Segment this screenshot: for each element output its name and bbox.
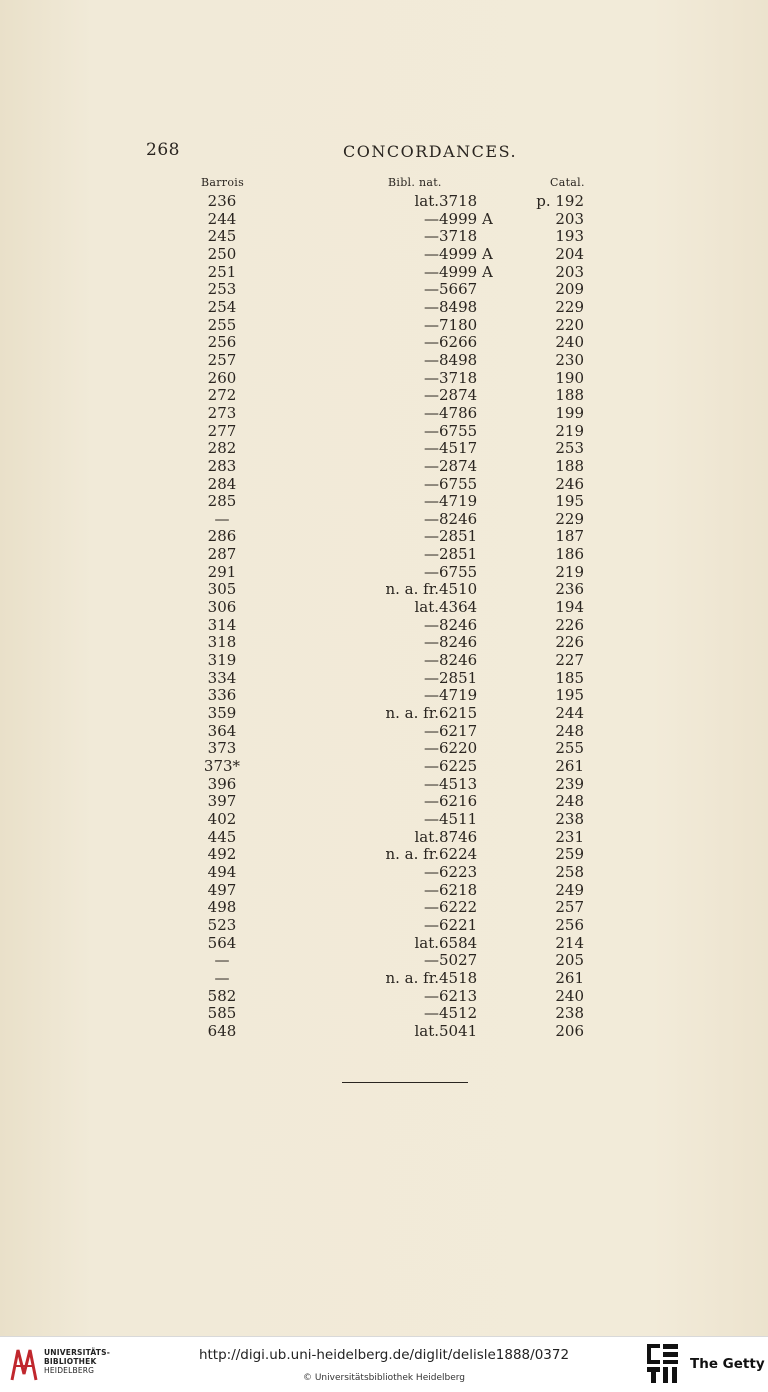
manuscript-number-cell: 6266	[439, 333, 478, 352]
manuscript-number-cell: 4510	[439, 580, 478, 599]
manuscript-number-cell: 4999 A	[439, 244, 493, 263]
table-row	[190, 193, 584, 211]
fonds-cell: n. a. fr.	[385, 968, 439, 987]
barrois-cell: 585	[207, 1004, 237, 1023]
barrois-cell: 445	[207, 827, 237, 846]
fonds-cell: —	[424, 474, 439, 493]
fonds-cell: —	[424, 262, 439, 281]
fonds-cell: lat.	[414, 827, 439, 846]
barrois-cell: 250	[207, 244, 237, 263]
catalogue-page-cell: 244	[555, 704, 584, 723]
manuscript-number-cell: 2851	[439, 545, 478, 564]
manuscript-number-cell: 4517	[439, 439, 478, 458]
table-row	[190, 564, 584, 582]
catalogue-page-cell: 240	[555, 333, 584, 352]
table-row	[190, 387, 584, 405]
table-row	[190, 281, 584, 299]
barrois-cell: 283	[207, 456, 237, 475]
catalogue-page-cell: 219	[555, 562, 584, 581]
copyright-notice: © Universitätsbibliothek Heidelberg	[302, 1373, 465, 1383]
table-row	[190, 882, 584, 900]
barrois-cell: 305	[207, 580, 237, 599]
permalink-url[interactable]: http://digi.ub.uni-heidelberg.de/diglit/delisle1888/0372	[198, 1347, 570, 1363]
manuscript-number-cell: 4719	[439, 492, 478, 511]
fonds-cell: —	[424, 739, 439, 758]
barrois-cell: —	[214, 968, 230, 987]
manuscript-number-cell: 6215	[439, 704, 478, 723]
table-row	[190, 528, 584, 546]
table-row	[190, 211, 584, 229]
manuscript-number-cell: 6222	[439, 898, 478, 917]
catalogue-page-cell: 261	[555, 757, 584, 775]
table-row	[190, 864, 584, 882]
fonds-cell: lat.	[414, 598, 439, 617]
manuscript-number-cell: 4999 A	[439, 209, 493, 228]
manuscript-number-cell: 6220	[439, 739, 478, 758]
table-row	[190, 652, 584, 670]
catalogue-page-cell: 261	[555, 968, 584, 987]
catalogue-page-cell: 203	[555, 262, 584, 281]
catalogue-page-cell: 194	[555, 598, 584, 617]
table-row	[190, 811, 584, 829]
page-number: 268	[146, 140, 180, 160]
catalogue-page-cell: 219	[555, 421, 584, 440]
manuscript-number-cell: 6217	[439, 721, 478, 740]
manuscript-number-cell: 2851	[439, 668, 478, 687]
fonds-cell: —	[424, 439, 439, 458]
barrois-cell: 359	[207, 704, 237, 723]
catalogue-page-cell: 188	[555, 456, 584, 475]
table-row	[190, 405, 584, 423]
catalogue-page-cell: 205	[555, 951, 584, 970]
fonds-cell: —	[424, 280, 439, 299]
table-row	[190, 670, 584, 688]
fonds-cell: —	[424, 898, 439, 917]
table-row	[190, 740, 584, 758]
table-row	[190, 1023, 584, 1041]
fonds-cell: —	[424, 757, 439, 775]
manuscript-number-cell: 6584	[439, 933, 478, 952]
fonds-cell: —	[424, 315, 439, 334]
barrois-cell: 245	[207, 227, 237, 246]
catalogue-page-cell: 253	[555, 439, 584, 458]
catalogue-page-cell: 249	[555, 880, 584, 899]
barrois-cell: 255	[207, 315, 237, 334]
fonds-cell: —	[424, 809, 439, 828]
catalogue-page-cell: 209	[555, 280, 584, 299]
table-row	[190, 846, 584, 864]
catalogue-page-cell: 226	[555, 615, 584, 634]
table-row	[190, 952, 584, 970]
barrois-cell: 334	[207, 668, 237, 687]
catalogue-page-cell: 195	[555, 492, 584, 511]
catalogue-page-cell: 238	[555, 809, 584, 828]
manuscript-number-cell: 2874	[439, 386, 478, 405]
barrois-cell: 286	[207, 527, 237, 546]
manuscript-number-cell: 6225	[439, 757, 478, 775]
barrois-cell: 564	[207, 933, 237, 952]
fonds-cell: —	[424, 986, 439, 1005]
fonds-cell: —	[424, 333, 439, 352]
getty-label: The Getty	[690, 1356, 765, 1372]
catalogue-page-cell: 255	[555, 739, 584, 758]
catalogue-page-cell: 226	[555, 633, 584, 652]
manuscript-number-cell: 8246	[439, 633, 478, 652]
fonds-cell: —	[424, 862, 439, 881]
manuscript-number-cell: 4999 A	[439, 262, 493, 281]
manuscript-number-cell: 4511	[439, 809, 478, 828]
barrois-cell: 236	[207, 192, 237, 210]
barrois-cell: 287	[207, 545, 237, 564]
catalogue-page-cell: 258	[555, 862, 584, 881]
fonds-cell: n. a. fr.	[385, 704, 439, 723]
catalogue-page-cell: 187	[555, 527, 584, 546]
catalogue-page-cell: 214	[555, 933, 584, 952]
catalogue-page-cell: 239	[555, 774, 584, 793]
table-row	[190, 687, 584, 705]
table-row	[190, 511, 584, 529]
table-row	[190, 899, 584, 917]
fonds-cell: —	[424, 527, 439, 546]
fonds-cell: —	[424, 545, 439, 564]
barrois-cell: 318	[207, 633, 237, 652]
manuscript-number-cell: 6221	[439, 915, 478, 934]
getty-logo-icon[interactable]	[646, 1343, 680, 1385]
catalogue-page-cell: 186	[555, 545, 584, 564]
barrois-cell: 306	[207, 598, 237, 617]
barrois-cell: 285	[207, 492, 237, 511]
barrois-cell: 291	[207, 562, 237, 581]
catalogue-page-cell: 246	[555, 474, 584, 493]
manuscript-number-cell: 4512	[439, 1004, 478, 1023]
catalogue-page-cell: 206	[555, 1021, 584, 1040]
manuscript-number-cell: 8498	[439, 297, 478, 316]
barrois-cell: 253	[207, 280, 237, 299]
manuscript-number-cell: 6755	[439, 562, 478, 581]
table-row	[190, 793, 584, 811]
manuscript-number-cell: 5667	[439, 280, 478, 299]
barrois-cell: 273	[207, 403, 237, 422]
barrois-cell: 254	[207, 297, 237, 316]
barrois-cell: 284	[207, 474, 237, 493]
catalogue-page-cell: 229	[555, 509, 584, 528]
manuscript-number-cell: 8746	[439, 827, 478, 846]
barrois-cell: 402	[207, 809, 237, 828]
table-row	[190, 334, 584, 352]
manuscript-number-cell: 5041	[439, 1021, 478, 1040]
table-row	[190, 599, 584, 617]
barrois-cell: 396	[207, 774, 237, 793]
table-row	[190, 352, 584, 370]
library-name-line-1: UNIVERSITÄTS-	[44, 1348, 111, 1357]
table-row	[190, 917, 584, 935]
barrois-cell: 244	[207, 209, 237, 228]
fonds-cell: —	[424, 562, 439, 581]
fonds-cell: —	[424, 792, 439, 811]
column-header-bibl-nat: Bibl. nat.	[388, 176, 442, 189]
column-header-barrois: Barrois	[201, 176, 245, 189]
manuscript-number-cell: 6755	[439, 421, 478, 440]
catalogue-page-cell: 229	[555, 297, 584, 316]
table-row	[190, 935, 584, 953]
fonds-cell: lat.	[414, 192, 439, 210]
barrois-cell: 282	[207, 439, 237, 458]
fonds-cell: —	[424, 492, 439, 511]
barrois-cell: 397	[207, 792, 237, 811]
catalogue-page-cell: 188	[555, 386, 584, 405]
table-row	[190, 546, 584, 564]
manuscript-number-cell: 8246	[439, 615, 478, 634]
manuscript-number-cell: 4719	[439, 686, 478, 705]
table-row	[190, 705, 584, 723]
fonds-cell: —	[424, 880, 439, 899]
manuscript-number-cell: 3718	[439, 227, 478, 246]
barrois-cell: 494	[207, 862, 237, 881]
fonds-cell: lat.	[414, 1021, 439, 1040]
barrois-cell: 256	[207, 333, 237, 352]
manuscript-number-cell: 8246	[439, 509, 478, 528]
barrois-cell: 492	[207, 845, 237, 864]
table-row	[190, 299, 584, 317]
catalogue-page-cell: 257	[555, 898, 584, 917]
fonds-cell: —	[424, 1004, 439, 1023]
fonds-cell: —	[424, 456, 439, 475]
barrois-cell: 364	[207, 721, 237, 740]
fonds-cell: —	[424, 615, 439, 634]
catalogue-page-cell: 204	[555, 244, 584, 263]
catalogue-page-cell: 256	[555, 915, 584, 934]
manuscript-number-cell: 6223	[439, 862, 478, 881]
manuscript-number-cell: 5027	[439, 951, 478, 970]
table-row	[190, 634, 584, 652]
catalogue-page-cell: 195	[555, 686, 584, 705]
fonds-cell: —	[424, 633, 439, 652]
barrois-cell: 277	[207, 421, 237, 440]
fonds-cell: —	[424, 651, 439, 670]
fonds-cell: n. a. fr.	[385, 845, 439, 864]
catalogue-page-cell: 193	[555, 227, 584, 246]
catalogue-page-cell: 236	[555, 580, 584, 599]
table-row	[190, 264, 584, 282]
manuscript-number-cell: 4513	[439, 774, 478, 793]
manuscript-number-cell: 2874	[439, 456, 478, 475]
barrois-cell: —	[214, 509, 230, 528]
fonds-cell: —	[424, 297, 439, 316]
fonds-cell: —	[424, 915, 439, 934]
table-row	[190, 440, 584, 458]
manuscript-number-cell: 4518	[439, 968, 478, 987]
table-row	[190, 1005, 584, 1023]
barrois-cell: 373	[207, 739, 237, 758]
table-row	[190, 617, 584, 635]
catalogue-page-cell: 227	[555, 651, 584, 670]
manuscript-number-cell: 6755	[439, 474, 478, 493]
manuscript-number-cell: 8498	[439, 350, 478, 369]
table-row	[190, 476, 584, 494]
manuscript-number-cell: 8246	[439, 651, 478, 670]
catalogue-page-cell: 259	[555, 845, 584, 864]
manuscript-number-cell: 6224	[439, 845, 478, 864]
table-row	[190, 228, 584, 246]
catalogue-page-cell: 230	[555, 350, 584, 369]
table-row	[190, 758, 584, 776]
manuscript-number-cell: 4786	[439, 403, 478, 422]
catalogue-page-cell: 240	[555, 986, 584, 1005]
barrois-cell: 523	[207, 915, 237, 934]
manuscript-number-cell: 6218	[439, 880, 478, 899]
barrois-cell: 648	[207, 1021, 237, 1040]
table-row	[190, 370, 584, 388]
fonds-cell: —	[424, 774, 439, 793]
barrois-cell: 336	[207, 686, 237, 705]
table-row	[190, 317, 584, 335]
catalogue-page-cell: 203	[555, 209, 584, 228]
concordance-table	[190, 193, 584, 1041]
manuscript-number-cell: 6213	[439, 986, 478, 1005]
barrois-cell: 373*	[203, 757, 241, 775]
barrois-cell: 260	[207, 368, 237, 387]
fonds-cell: —	[424, 509, 439, 528]
fonds-cell: —	[424, 386, 439, 405]
fonds-cell: —	[424, 721, 439, 740]
catalogue-page-cell: 190	[555, 368, 584, 387]
fonds-cell: —	[424, 951, 439, 970]
fonds-cell: lat.	[414, 933, 439, 952]
catalogue-page-cell: p. 192	[536, 192, 584, 210]
closing-rule	[342, 1082, 468, 1083]
catalogue-page-cell: 199	[555, 403, 584, 422]
library-name-line-3: HEIDELBERG	[44, 1366, 95, 1375]
barrois-cell: 319	[207, 651, 237, 670]
fonds-cell: —	[424, 686, 439, 705]
running-title: CONCORDANCES.	[343, 142, 518, 161]
catalogue-page-cell: 185	[555, 668, 584, 687]
fonds-cell: —	[424, 421, 439, 440]
table-row	[190, 423, 584, 441]
table-row	[190, 970, 584, 988]
table-row	[190, 581, 584, 599]
manuscript-number-cell: 3718	[439, 368, 478, 387]
table-row	[190, 829, 584, 847]
barrois-cell: 582	[207, 986, 237, 1005]
manuscript-number-cell: 2851	[439, 527, 478, 546]
fonds-cell: n. a. fr.	[385, 580, 439, 599]
manuscript-number-cell: 3718	[439, 192, 478, 210]
table-row	[190, 458, 584, 476]
concordance-table-body	[190, 193, 584, 1041]
barrois-cell: 272	[207, 386, 237, 405]
manuscript-number-cell: 7180	[439, 315, 478, 334]
barrois-cell: —	[214, 951, 230, 970]
fonds-cell: —	[424, 668, 439, 687]
viewer-footer	[0, 1336, 768, 1392]
barrois-cell: 257	[207, 350, 237, 369]
barrois-cell: 498	[207, 898, 237, 917]
catalogue-page-cell: 231	[555, 827, 584, 846]
catalogue-page-cell: 248	[555, 792, 584, 811]
barrois-cell: 251	[207, 262, 237, 281]
catalogue-page-cell: 220	[555, 315, 584, 334]
table-row	[190, 776, 584, 794]
fonds-cell: —	[424, 350, 439, 369]
table-row	[190, 246, 584, 264]
catalogue-page-cell: 248	[555, 721, 584, 740]
table-row	[190, 988, 584, 1006]
table-row	[190, 723, 584, 741]
table-row	[190, 493, 584, 511]
barrois-cell: 497	[207, 880, 237, 899]
manuscript-number-cell: 6216	[439, 792, 478, 811]
fonds-cell: —	[424, 368, 439, 387]
fonds-cell: —	[424, 244, 439, 263]
fonds-cell: —	[424, 209, 439, 228]
catalogue-page-cell: 238	[555, 1004, 584, 1023]
manuscript-number-cell: 4364	[439, 598, 478, 617]
fonds-cell: —	[424, 227, 439, 246]
column-header-catal: Catal.	[550, 176, 585, 189]
fonds-cell: —	[424, 403, 439, 422]
barrois-cell: 314	[207, 615, 237, 634]
library-name-line-2: BIBLIOTHEK	[44, 1357, 97, 1366]
